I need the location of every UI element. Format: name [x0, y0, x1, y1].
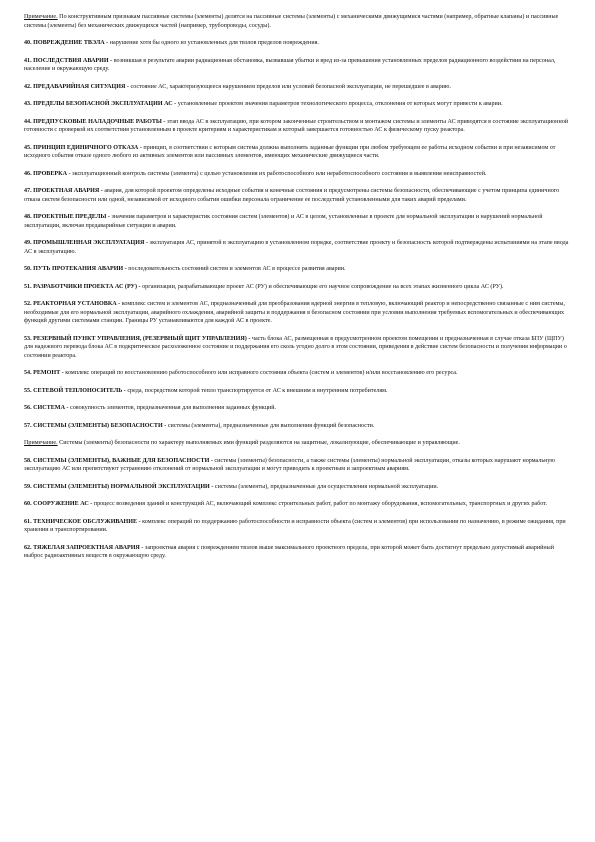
definition-53	[24, 335, 571, 361]
note-paragraph	[24, 13, 571, 30]
definition-42	[24, 83, 571, 92]
definition-text: часть блока АС, размещенная в предусмотренном проектом помещении и предназначенная в случае отказа БПУ (ЩПУ) для надежного перевода блока АС в подкритическое расхоложенное состояние и поддержания его сколь угодно долго в этом состоянии, приведения в действие систем безопасности и получения информации о состоянии реактора.	[24, 335, 567, 359]
definition-55	[24, 387, 571, 396]
definition-term: 47. ПРОЕКТНАЯ АВАРИЯ -	[24, 188, 103, 194]
definition-term: 60. СООРУЖЕНИЕ АС -	[24, 501, 93, 507]
definition-term: 48. ПРОЕКТНЫЕ ПРЕДЕЛЫ -	[24, 214, 110, 220]
definition-47	[24, 187, 571, 204]
definition-57	[24, 422, 571, 431]
note-text: По конструктивным признакам пассивные системы (элементы) делятся на пассивные системы (элементы) с механическими движущимися частями (например, обратные клапаны) и пассивные системы (элементы) без механических движущихся частей (например, трубопроводы, сосуды).	[24, 14, 559, 29]
definition-term: 46. ПРОВЕРКА -	[24, 170, 71, 177]
definition-text: совокупность элементов, предназначенная для выполнения заданных функций.	[68, 405, 277, 411]
definition-text: эксплуатация АС, принятой в эксплуатацию в установленном порядке, соответствие проекту и безопасность которой подтверждены испытаниями на этапе ввода АС в эксплуатацию.	[24, 240, 569, 255]
definition-61	[24, 518, 571, 535]
definition-text: значения параметров и характеристик состояния систем (элементов) и АС в целом, установленные в проекте для нормальной эксплуатации и нарушений нормальной эксплуатации, включая предаварийные ситуации и аварии.	[24, 214, 543, 229]
definition-62	[24, 544, 571, 561]
definition-text: комплекс операций по поддержанию работоспособности и исправности объекта (систем и элементов) при использовании по назначению, в режиме ожидания, при хранении и транспортировании.	[24, 518, 566, 533]
definition-term: 52. РЕАКТОРНАЯ УСТАНОВКА -	[24, 301, 121, 307]
definition-term: 59. СИСТЕМЫ (ЭЛЕМЕНТЫ) НОРМАЛЬНОЙ ЭКСПЛУАТАЦИИ -	[24, 483, 214, 490]
definition-text: последовательность состояний систем и элементов АС в процессе развития аварии.	[126, 266, 346, 272]
definition-54	[24, 369, 571, 378]
definition-term: 51. РАЗРАБОТЧИКИ ПРОЕКТА АС (РУ) -	[24, 283, 141, 290]
definition-text: авария, для которой проектом определены исходные события и конечные состояния и предусмотрены системы безопасности, обеспечивающие с учетом принципа единичного отказа систем безопасности или одной, независимой от исходного события ошибки персонала ограничение ее последствий установленными для таких аварий пределами.	[24, 188, 560, 203]
definition-59	[24, 483, 571, 492]
definition-text: нарушение хотя бы одного из установленных для твэлов пределов повреждения.	[108, 40, 319, 46]
definition-49	[24, 239, 571, 256]
definition-term: 55. СЕТЕВОЙ ТЕПЛОНОСИТЕЛЬ -	[24, 387, 126, 394]
definition-text: запроектная авария с повреждением твэлов выше максимального проектного предела, при которой может быть достигнут предельно допустимый аварийный выброс радиоактивных веществ в окружающую среду.	[24, 544, 554, 559]
definition-56	[24, 404, 571, 413]
definition-46	[24, 170, 571, 179]
definition-52	[24, 300, 571, 326]
note-text: Системы (элементы) безопасности по характеру выполняемых ими функций разделяются на защитные, локализующие, обеспечивающие и управляющие.	[57, 440, 460, 446]
definition-text: процесс возведения зданий и конструкций АС, включающий комплекс строительных работ, работ по монтажу оборудования, вспомогательных, транспортных и других работ.	[92, 501, 547, 507]
definition-58	[24, 457, 571, 474]
definition-text: возникшая в результате аварии радиационная обстановка, вызвавшая убытки и вред из-за превышения установленных пределов радиационного воздействия на персонал, население и окружающую среду.	[24, 57, 556, 72]
definition-term: 57. СИСТЕМЫ (ЭЛЕМЕНТЫ) БЕЗОПАСНОСТИ -	[24, 422, 167, 429]
definition-term: 54. РЕМОНТ -	[24, 370, 64, 376]
definition-41	[24, 57, 571, 74]
definition-45	[24, 144, 571, 161]
definition-text: установленные проектом значения параметров технологического процесса, отклонения от которых могут привести к аварии.	[176, 101, 503, 107]
definition-term: 41. ПОСЛЕДСТВИЯ АВАРИИ -	[24, 57, 113, 64]
note-label: Примечание.	[24, 440, 58, 446]
definition-text: системы (элементы), предназначенные для осуществления нормальной эксплуатации.	[213, 483, 439, 490]
definition-text: комплекс систем и элементов АС, предназначенный для преобразования ядерной энергии в тепловую, включающий реактор и непосредственно связанные с ним системы, необходимые для его нормальной эксплуатации, аварийного охлаждения, аварийной защиты и поддержания в безопасном состоянии при условии выполнения требуемых вспомогательных и обеспечивающих функций другими системами станции. Границы РУ устанавливаются для каждой АС в проекте.	[24, 301, 566, 324]
definition-term: 53. РЕЗЕРВНЫЙ ПУНКТ УПРАВЛЕНИЯ, (РЕЗЕРВНЫЙ ЩИТ УПРАВЛЕНИЯ) -	[24, 335, 251, 342]
definition-term: 40. ПОВРЕЖДЕНИЕ ТВЭЛА -	[24, 40, 109, 46]
definition-text: системы (элементы) безопасности, а также системы (элементы) нормальной эксплуатации, отказы которых нарушают нормальную эксплуатацию АС или препятствуют устранению отклонений от нормальной эксплуатации и могут приводить к проектным и запроектным авариям.	[24, 457, 555, 472]
definition-term: 44. ПРЕДПУСКОВЫЕ НАЛАДОЧНЫЕ РАБОТЫ -	[24, 118, 166, 125]
definition-term: 56. СИСТЕМА -	[24, 405, 69, 411]
definition-text: среда, посредством которой тепло транспортируется от АС к внешним и внутренним потребителям.	[125, 387, 388, 394]
note-paragraph	[24, 439, 571, 448]
definition-term: 61. ТЕХНИЧЕСКОЕ ОБСЛУЖИВАНИЕ -	[24, 518, 141, 525]
definition-term: 62. ТЯЖЕЛАЯ ЗАПРОЕКТНАЯ АВАРИЯ -	[24, 544, 144, 551]
definition-50	[24, 265, 571, 274]
definition-48	[24, 213, 571, 230]
definition-text: принцип, в соответствии с которым система должна выполнять заданные функции при любом требующем ее работы исходном событии и при независимом от исходного события отказе одного любого из активных элементов или пассивных элементов, имеющих механические движущиеся части.	[24, 144, 556, 159]
definition-term: 42. ПРЕДАВАРИЙНАЯ СИТУАЦИЯ -	[24, 83, 129, 90]
definition-44	[24, 118, 571, 135]
definition-term: 45. ПРИНЦИП ЕДИНИЧНОГО ОТКАЗА -	[24, 144, 142, 151]
definition-term: 50. ПУТЬ ПРОТЕКАНИЯ АВАРИИ -	[24, 266, 127, 272]
definition-40	[24, 39, 571, 48]
definition-text: состояние АС, характеризующееся нарушением пределов или условий безопасной эксплуатации, не перешедшее в аварию.	[128, 83, 452, 90]
definition-43	[24, 100, 571, 109]
definition-60	[24, 500, 571, 509]
note-label: Примечание.	[24, 14, 58, 20]
definition-text: этап ввода АС в эксплуатацию, при котором законченные строительством и монтажом системы и элементы АС приводятся в состояние эксплуатационной готовности с проверкой их соответствия установленным в проекте критериям и характеристикам и который завершается готовностью АС к физическому пуску реактора.	[24, 118, 569, 133]
definition-term: 43. ПРЕДЕЛЫ БЕЗОПАСНОЙ ЭКСПЛУАТАЦИИ АС -	[24, 101, 177, 107]
definition-51	[24, 283, 571, 292]
definition-text: организации, разрабатывающие проект АС (РУ) и обеспечивающие его научное сопровождение на всех этапах жизненного цикла АС (РУ).	[140, 283, 504, 290]
definition-text: системы (элементы), предназначенные для выполнения функций безопасности.	[166, 422, 375, 429]
definition-term: 49. ПРОМЫШЛЕННАЯ ЭКСПЛУАТАЦИЯ -	[24, 240, 148, 246]
definition-text: эксплуатационный контроль системы (элемента) с целью установления их работоспособного или неработоспособного состояния и выявления неисправностей.	[70, 170, 487, 177]
definition-text: комплекс операций по восстановлению работоспособного или исправного состояния объекта (систем и элементов) и/или восстановлению его ресурса.	[63, 370, 458, 376]
definition-term: 58. СИСТЕМЫ (ЭЛЕМЕНТЫ), ВАЖНЫЕ ДЛЯ БЕЗОПАСНОСТИ -	[24, 457, 213, 464]
